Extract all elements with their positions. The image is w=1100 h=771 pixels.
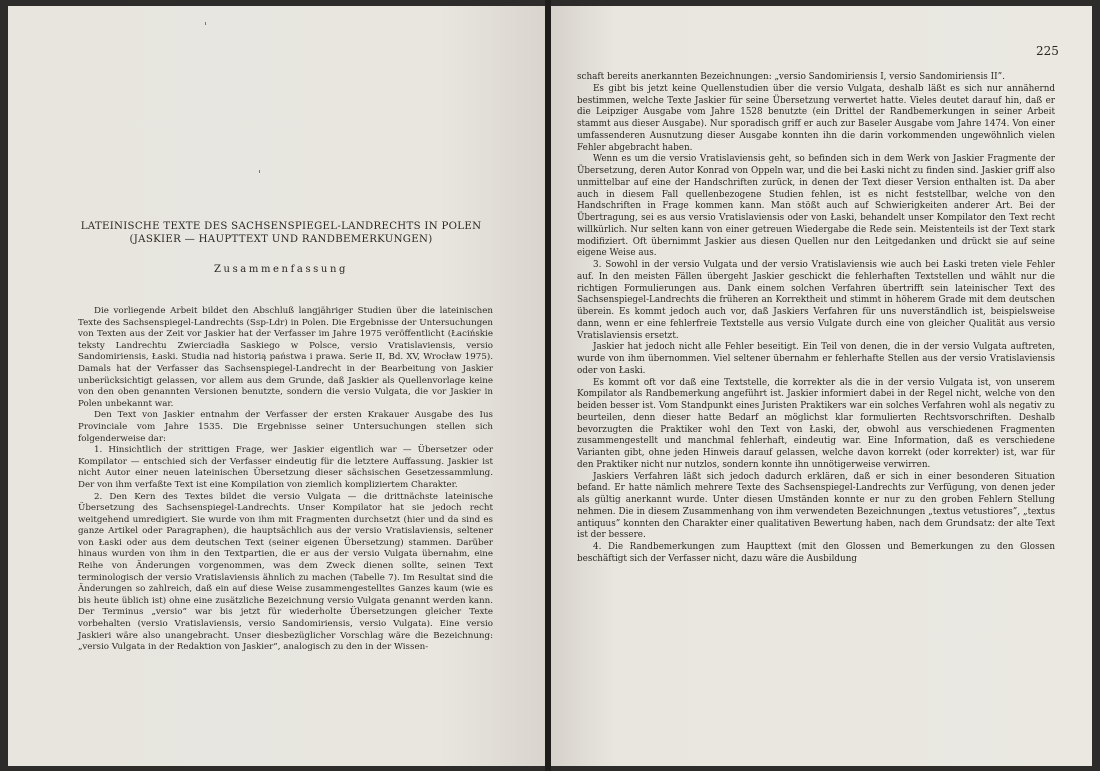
paragraph: 4. Die Randbemerkungen zum Haupttext (mit den Glossen und Bemerkungen zu den Glossen beschäftigt sich der Verfasser nicht, dazu wäre die Ausbildung [577, 542, 1055, 564]
article-title [76, 220, 486, 246]
pencil-mark: ' [204, 20, 208, 33]
paragraph: Die vorliegende Arbeit bildet den Abschluß langjähriger Studien über die lateinischen Texte des Sachsenspiegel-Landrechts (Ssp-Ldr) in Polen. Die Ergebnisse der Untersuchungen von Texten aus der Zeit vor Jaskier hat der Verfasser im Jahre 1975 veröffentlicht (Łacińskie teksty Landrechtu Zwierciadła Saskiego w Polsce, versio Vratislaviensis, versio Sandomiriensis, Łaski. Studia nad historią państwa i prawa. Serie II, Bd. XV, Wrocław 1975). Damals hat der Verfasser das Sachsenspiegel-Landrecht in der Bearbeitung von Jaskier unberücksichtigt gelassen, vor allem aus dem Grunde, daß Jaskier als Quellenvorlage keine von den oben genannten Versionen benutzte, sondern die versio Vulgata, die vor Jaskier in Polen unbekannt war. [78, 306, 493, 409]
pencil-mark: ' [258, 168, 262, 181]
title-line-2: (JASKIER — HAUPTTEXT UND RANDBEMERKUNGEN) [129, 234, 433, 245]
paragraph: 2. Den Kern des Textes bildet die versio Vulgata — die drittnächste lateinische Übersetzung des Sachsenspiegel-Landrechts. Unser Kompilator hat sie jedoch recht weitgehend umredigiert. Sie wurde von ihm mit Fragmenten durchsetzt (hier und da sind es ganze Artikel oder Paragraphen), die hauptsächlich aus der versio Vratislaviensis, seltener von Łaski oder aus dem deutschen Text (seiner eigenen Übersetzung) stammen. Darüber hinaus wurden von ihm in den Textpartien, die er aus der versio Vulgata übernahm, eine Reihe von Änderungen vorgenommen, was dem Zweck dienen sollte, seinen Text terminologisch der versio Vratislaviensis ähnlich zu machen (Tabelle 7). Im Resultat sind die Änderungen so zahlreich, daß ein auf diese Weise zusammengestelltes Ganzes kaum (wie es bis heute üblich ist) ohne eine zusätzliche Bezeichnung versio Vulgata genannt werden kann. Der Terminus „versio” war bis jetzt für wiederholte Übersetzungen gleicher Texte vorbehalten (versio Vratislaviensis, versio Sandomiriensis, versio Vulgata). Eine versio Jaskieri wäre also unangebracht. Unser diesbezüglicher Vorschlag wäre die Bezeichnung: „versio Vulgata in der Redaktion von Jaskier”, analogisch zu den in der Wissen- [78, 491, 493, 653]
paragraph: schaft bereits anerkannten Bezeichnungen: „versio Sandomiriensis I, versio Sandomiriensis II”. [577, 72, 1005, 82]
paragraph: Jaskier hat jedoch nicht alle Fehler beseitigt. Ein Teil von denen, die in der versio Vulgata auftreten, wurde von ihm übernommen. Viel seltener übernahm er fehlerhafte Stellen aus der versio Vratislaviensis oder von Łaski. [577, 342, 1055, 376]
paragraph: Wenn es um die versio Vratislaviensis geht, so befinden sich in dem Werk von Jaskier Fragmente der Übersetzung, deren Autor Konrad von Oppeln war, und die bei Łaski nicht zu finden sind. Jaskier griff also unmittelbar auf eine der Handschriften zurück, in denen der Text dieser Version enthalten ist. Da aber auch in diesem Fall quellenbezogene Studien fehlen, ist es nicht feststellbar, welche von den Handschriften in Frage kommen kann. Man stößt auch auf Schwierigkeiten anderer Art. Bei der Übertragung, sei es aus versio Vratislaviensis oder von Łaski, behandelt unser Kompilator den Text recht willkürlich. Nur selten kann von einer getreuen Wiedergabe die Rede sein. Meistenteils ist der Text stark modifiziert. Oft übernimmt Jaskier aus diesen Quellen nur den Leitgedanken und drückt sie auf seine eigene Weise aus. [577, 154, 1055, 259]
paragraph: Jaskiers Verfahren läßt sich jedoch dadurch erklären, daß er sich in einer besonderen Situation befand. Er hatte nämlich mehrere Texte des Sachsenspiegel-Landrechts zur Verfügung, von denen jeder als gültig anerkannt wurde. Unter diesen Umständen konnte er nur zu den groben Fehlern Stellung nehmen. Die in diesem Zusammenhang von ihm verwendeten Bezeichnungen „textus vetustiores”, „textus antiquus” konnten den Charakter einer qualitativen Bewertung haben, nach dem Grundsatz: der alte Text ist der bessere. [577, 471, 1055, 541]
paragraph: 3. Sowohl in der versio Vulgata und der versio Vratislaviensis wie auch bei Łaski treten viele Fehler auf. In den meisten Fällen übergeht Jaskier geschickt die fehlerhaften Textstellen und wählt nur die richtigen Formulierungen aus. Dank einem solchen Verfahren übertrifft sein lateinischer Text des Sachsenspiegel-Landrechts die früheren an Korrektheit und stimmt in höherem Grade mit dem deutschen überein. Es kommt jedoch auch vor, daß Jaskiers Verfahren für uns nuverständlich ist, beispielsweise dann, wenn er eine fehlerfreie Textstelle aus versio Vulgate durch eine von gleicher Qualität aus versio Vratislaviensis ersetzt. [577, 260, 1055, 341]
title-line-1: LATEINISCHE TEXTE DES SACHSENSPIEGEL-LANDRECHTS IN POLEN [80, 221, 482, 232]
paragraph: 1. Hinsichtlich der strittigen Frage, wer Jaskier eigentlich war — Übersetzer oder Kompilator — entschied sich der Verfasser eindeutig für die letztere Auffassung. Jaskier ist nicht Autor einer neuen lateinischen Übersetzung dieser sächsischen Gesetzessammlung. Der von ihm verfaßte Text ist eine Kompilation von ziemlich kompliziertem Charakter. [78, 445, 493, 490]
paragraph: Es kommt oft vor daß eine Textstelle, die korrekter als die in der versio Vulgata ist, von unserem Kompilator als Randbemerkung angeführt ist. Jaskier informiert dabei in der Regel nicht, welche von den beiden besser ist. Vom Standpunkt eines Juristen Praktikers war ein solches Verfahren wohl als negativ zu beurteilen, denn dieser hatte Bedarf an möglichst klar formulierten Rechtsvorschriften. Deshalb bevorzugten die Praktiker wohl den Text von Łaski, der, obwohl aus verschiedenen Fragmenten zusammengestellt und manchmal fehlerhaft, eindeutig war. Eine Information, daß es verschiedene Varianten gibt, ohne jeden Hinweis darauf gelassen, welche davon korrekt (oder korrekter) ist, war für den Praktiker nicht nur nutzlos, sondern konnte ihn unnötigerweise verwirren. [577, 377, 1055, 470]
right-page [551, 6, 1092, 766]
section-subtitle: Zusammenfassung [213, 264, 348, 275]
right-body-text [577, 72, 1055, 566]
paragraph: Den Text von Jaskier entnahm der Verfasser der ersten Krakauer Ausgabe des Ius Provinciale vom Jahre 1535. Die Ergebnisse seiner Untersuchungen stellen sich folgenderweise dar: [78, 410, 493, 444]
left-body-text [78, 306, 493, 654]
left-page [8, 6, 545, 766]
page-number: 225 [1036, 44, 1059, 58]
paragraph: Es gibt bis jetzt keine Quellenstudien über die versio Vulgata, deshalb läßt es sich nur annähernd bestimmen, welche Texte Jaskier für seine Übersetzung verwertet hatte. Vieles deutet darauf hin, daß er die Leipziger Ausgabe vom Jahre 1528 benutzte (ein Drittel der Randbemerkungen in seiner Arbeit stammt aus dieser Ausgabe). Nur sporadisch griff er auch zur Baseler Ausgabe vom Jahre 1474. Von einer umfassenderen Ausnutzung dieser Ausgabe konnten ihn die darin vorkommenden ungewöhnlich vielen Fehler abgebracht haben. [577, 83, 1055, 153]
